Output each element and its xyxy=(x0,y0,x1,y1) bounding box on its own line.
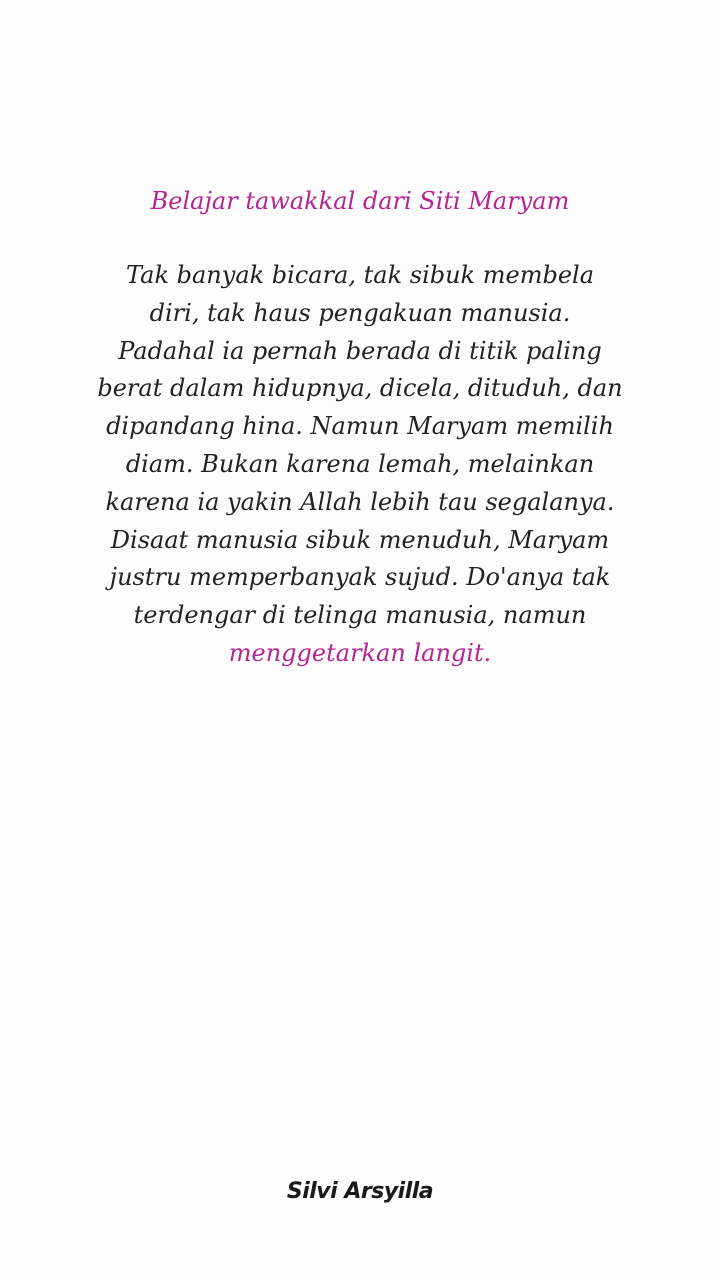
quote-line: Tak banyak bicara, tak sibuk membela xyxy=(126,261,594,289)
quote-line: dipandang hina. Namun Maryam memilih xyxy=(106,412,614,441)
author-signature: Silvi Arsyilla xyxy=(286,1179,434,1204)
quote-line: karena ia yakin Allah lebih tau segalanya. xyxy=(105,487,615,516)
quote-line: diri, tak haus pengakuan manusia. xyxy=(149,298,571,327)
quote-line: justru memperbanyak sujud. Do'anya tak xyxy=(109,563,611,592)
quote-title: Belajar tawakkal dari Siti Maryam xyxy=(150,187,570,215)
quote-line-highlight: menggetarkan langit. xyxy=(228,638,492,667)
quote-line: Disaat manusia sibuk menuduh, Maryam xyxy=(110,525,610,554)
quote-line: diam. Bukan karena lemah, melainkan xyxy=(125,449,595,478)
quote-line: terdengar di telinga manusia, namun xyxy=(133,601,587,630)
quote-body xyxy=(0,257,720,673)
quote-line: berat dalam hidupnya, dicela, dituduh, dan xyxy=(97,374,623,403)
quote-line: Padahal ia pernah berada di titik paling xyxy=(118,336,602,365)
